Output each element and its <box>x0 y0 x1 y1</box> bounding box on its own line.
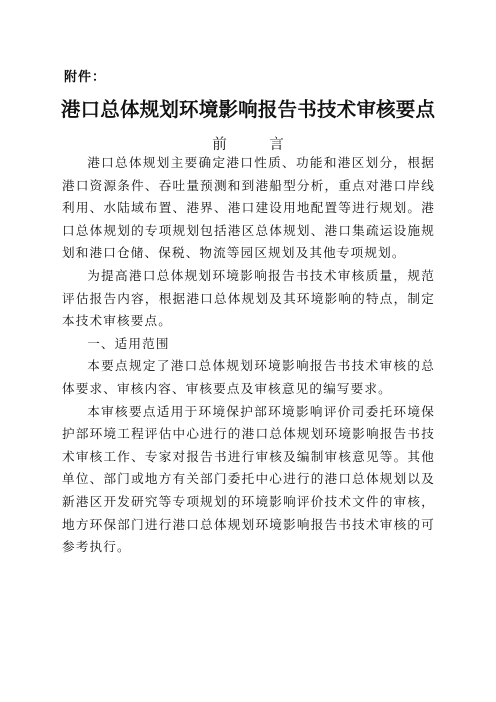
paragraph-scope-intro: 港口总体规划主要确定港口性质、功能和港区划分，根据港口资源条件、吞吐量预测和到港船型分析，重点对港口岸线利用、水陆域布置、港界、港口建设用地配置等进行规划。港口总体规划的专项规划包括港区总体规划、港口集疏运设施规划和港口仓储、保税、物流等园区规划及其他专项规划。 <box>62 155 435 261</box>
document-title: 港口总体规划环境影响报告书技术审核要点 <box>60 98 436 121</box>
paragraph-purpose: 为提高港口总体规划环境影响报告书技术审核质量，规范评估报告内容，根据港口总体规划及其环境影响的特点，制定本技术审核要点。 <box>62 267 435 329</box>
paragraph-applicability: 本审核要点适用于环境保护部环境影响评价司委托环境保护部环境工程评估中心进行的港口总体规划环境影响报告书技术审核工作、专家对报告书进行审核及编制审核意见等。其他单位、部门或地方有关部门委托中心进行的港口总体规划以及新港区开发研究等专项规划的环境影响评价技术文件的审核，地方环保部门进行港口总体规划环境影响报告书技术审核的可参考执行。 <box>62 403 435 555</box>
paragraph-scope-definition: 本要点规定了港口总体规划环境影响报告书技术审核的总体要求、审核内容、审核要点及审核意见的编写要求。 <box>62 358 435 396</box>
attachment-label: 附件： <box>64 70 107 85</box>
preface-heading: 前 言 <box>212 137 298 153</box>
document-body <box>62 152 435 559</box>
section-heading-scope: 一、适用范围 <box>87 335 170 351</box>
